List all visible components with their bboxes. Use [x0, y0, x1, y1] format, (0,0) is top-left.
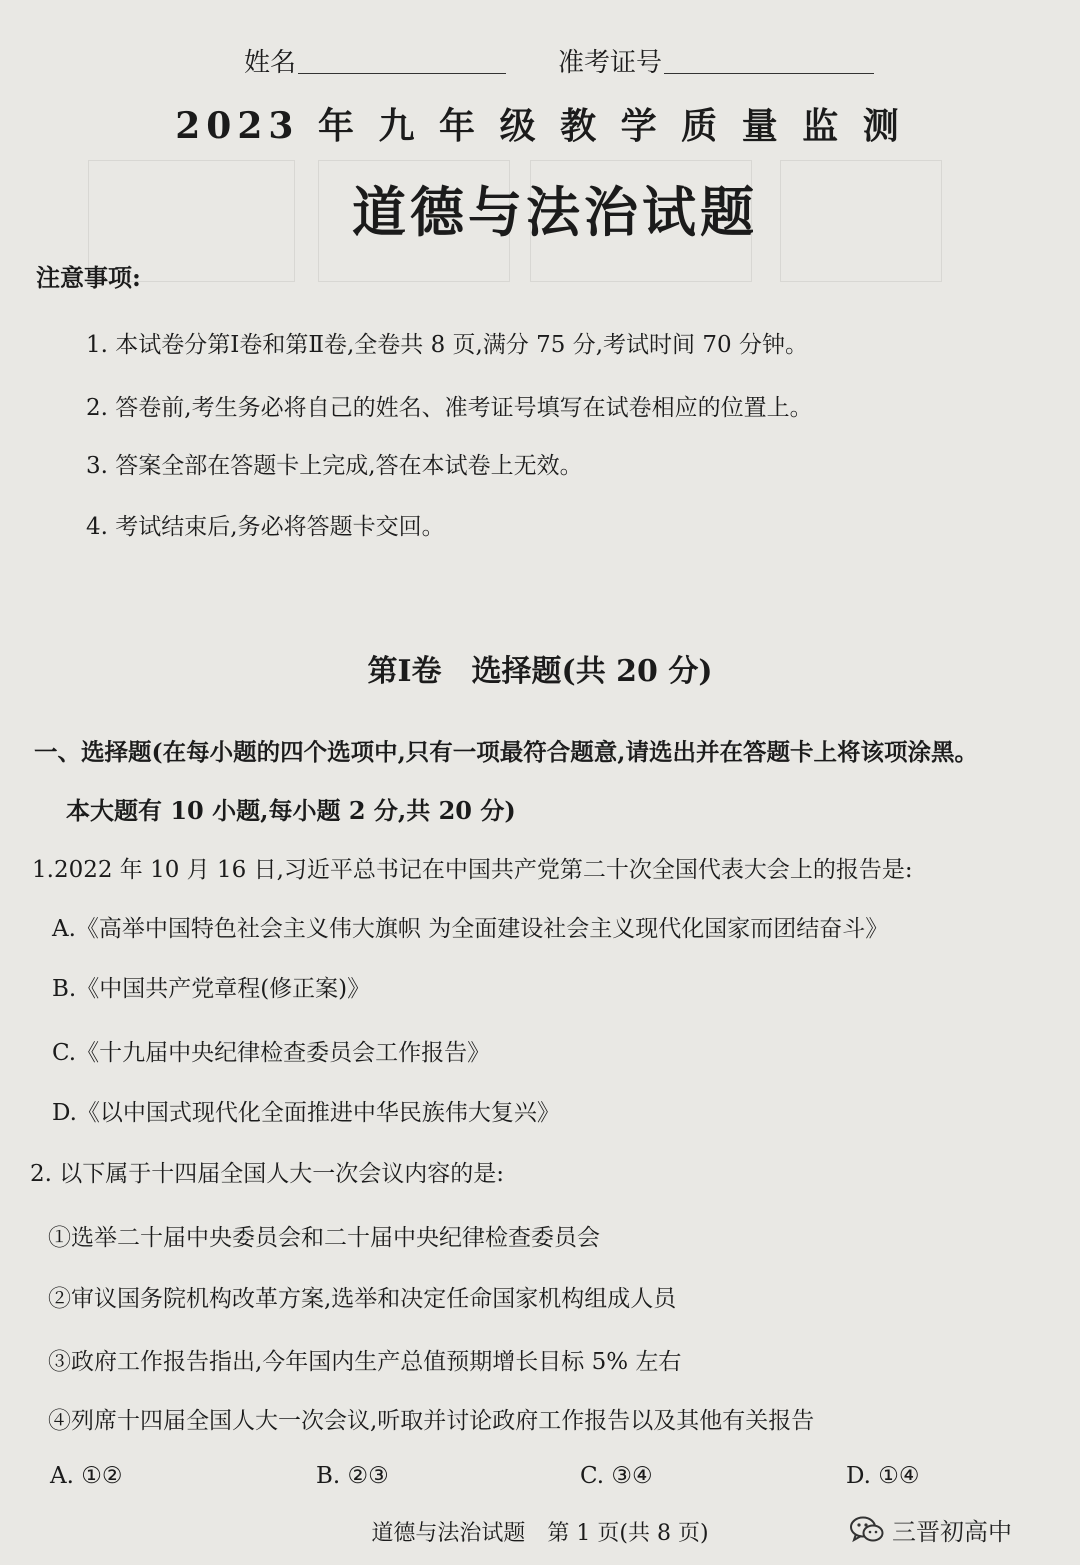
wechat-icon: [850, 1516, 884, 1544]
question-1-option-d: D.《以中国式现代化全面推进中华民族伟大复兴》: [52, 1100, 560, 1126]
question-2-stem: 2. 以下属于十四届全国人大一次会议内容的是:: [30, 1161, 505, 1187]
notice-title: 注意事项:: [36, 263, 141, 292]
id-label: 准考证号: [558, 48, 663, 78]
id-field-line: [664, 73, 874, 74]
notice-item: 3. 答案全部在答题卡上完成,答在本试卷上无效。: [86, 453, 583, 479]
watermark: [850, 1512, 1012, 1547]
question-2-item: ④列席十四届全国人大一次会议,听取并讨论政府工作报告以及其他有关报告: [48, 1408, 815, 1434]
notice-item: 2. 答卷前,考生务必将自己的姓名、准考证号填写在试卷相应的位置上。: [86, 395, 813, 421]
part-heading-line2: 本大题有 10 小题,每小题 2 分,共 20 分): [66, 796, 516, 825]
question-2-item: ②审议国务院机构改革方案,选举和决定任命国家机构组成人员: [48, 1286, 677, 1312]
name-field-line: [298, 73, 506, 74]
question-2-item: ①选举二十届中央委员会和二十届中央纪律检查委员会: [48, 1225, 600, 1251]
question-1-option-c: C.《十九届中央纪律检查委员会工作报告》: [52, 1040, 491, 1066]
page-footer: 道德与法治试题 第 1 页(共 8 页): [371, 1521, 709, 1546]
part-heading-line1: 一、选择题(在每小题的四个选项中,只有一项最符合题意,请选出并在答题卡上将该项涂黑。: [34, 738, 978, 766]
question-2-choice-d: D. ①④: [846, 1463, 920, 1489]
question-1-option-b: B.《中国共产党章程(修正案)》: [52, 976, 371, 1002]
exam-title: 2023 年 九 年 级 教 学 质 量 监 测: [175, 105, 905, 147]
section-title: 第Ⅰ卷 选择题(共 20 分): [367, 654, 713, 689]
notice-item: 4. 考试结束后,务必将答题卡交回。: [86, 514, 445, 540]
question-1-option-a: A.《高举中国特色社会主义伟大旗帜 为全面建设社会主义现代化国家而团结奋斗》: [52, 916, 889, 942]
name-label: 姓名: [244, 48, 297, 78]
question-2-choice-a: A. ①②: [50, 1463, 123, 1489]
question-2-choice-b: B. ②③: [316, 1463, 389, 1489]
watermark-text: 三晋初高中: [892, 1518, 1012, 1546]
subject-title: 道德与法治试题: [352, 180, 758, 244]
question-2-choice-c: C. ③④: [580, 1463, 653, 1489]
question-2-item: ③政府工作报告指出,今年国内生产总值预期增长目标 5% 左右: [48, 1349, 682, 1375]
question-1-stem: 1.2022 年 10 月 16 日,习近平总书记在中国共产党第二十次全国代表大会上的报告是:: [32, 857, 913, 883]
notice-item: 1. 本试卷分第Ⅰ卷和第Ⅱ卷,全卷共 8 页,满分 75 分,考试时间 70 分钟。: [86, 332, 808, 358]
